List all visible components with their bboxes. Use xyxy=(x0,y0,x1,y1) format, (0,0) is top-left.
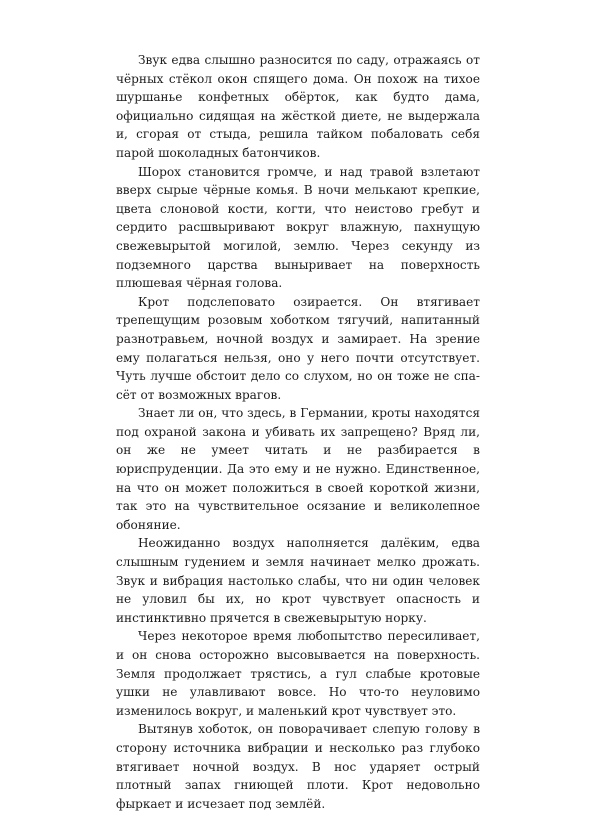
paragraph-1: Звук едва слышно разносится по саду, отражаясь от чёрных стёкол окон спящего дома. Он похож на тихое шуршанье конфетных обёрток, как будто дама, официально сидящая на жёсткой диете, не выдержала и, сгорая от стыда, решила тайком побаловать себя парой шоколадных батончиков. xyxy=(116,53,480,160)
paragraph-7: Вытянув хоботок, он поворачивает слепую голову в сторону источника вибрации и несколько раз глубоко втягивает ночной воздух. В нос ударяет острый плотный запах гниющей плоти. Крот недовольно фыркает и исчезает под землёй. xyxy=(116,722,480,811)
paragraph-5: Неожиданно воздух наполняется далёким, едва слышным гудением и земля начинает мелко дрожать. Звук и вибрация настолько слабы, что ни один человек не уловил бы их, но крот чувствует опасность и инстинктивно прячется в свежевырытую норку. xyxy=(116,536,480,625)
text-column xyxy=(116,51,480,813)
paragraph-2: Шорох становится громче, и над травой взлетают вверх сырые чёрные комья. В ночи мелькают крепкие, цвета слоновой кости, когти, что неистово гребут и сердито расшвыривают вокруг влажную, пахнущую свежевырытой могилой, землю. Через секунду из подземного царства выныривает на поверхность плюшевая чёрная голова. xyxy=(116,164,480,291)
paragraph-3: Крот подслеповато озирается. Он втягивает трепещущим розовым хоботком тягучий, напитанный разнотравьем, ночной воздух и замирает. На зрение ему полагаться нельзя, оно у него почти отсутствует. Чуть лучше обстоит дело со слухом, но он тоже не спасёт от возможных врагов. xyxy=(116,294,480,402)
paragraph-6: Через некоторое время любопытство пересиливает, и он снова осторожно высовывается на поверхность. Земля продолжает трястись, а гул слабые кротовые ушки не улавливают вовсе. Но что-то неуловимо изменилось вокруг, и маленький крот чувствует это. xyxy=(116,629,480,718)
paragraph-4: Знает ли он, что здесь, в Германии, кроты находятся под охраной закона и убивать их запрещено? Вряд ли, он же не умеет читать и не разбирается в юриспруденции. Да это ему и не нужно. Единственное, на что он может положиться в своей короткой жизни, так это на чувствительное осязание и великолепное обоняние. xyxy=(116,406,480,532)
